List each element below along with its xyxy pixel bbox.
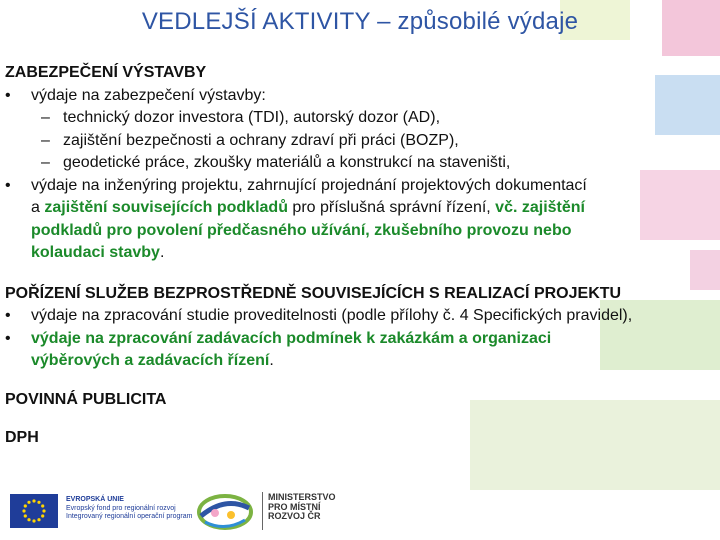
highlight-text: kolaudaci stavby bbox=[31, 244, 160, 261]
highlight-text: výběrových a zadávacích řízení bbox=[31, 352, 270, 369]
section-heading-publicita: POVINNÁ PUBLICITA bbox=[5, 390, 167, 408]
sub-list-item bbox=[5, 152, 717, 175]
item-text: . bbox=[159, 244, 165, 261]
list-item bbox=[5, 85, 717, 108]
sub-list-item bbox=[5, 130, 717, 153]
list-item bbox=[5, 328, 717, 351]
slide-content bbox=[5, 62, 717, 450]
ministry-line: ROZVOJ ČR bbox=[268, 511, 321, 521]
highlight-text: zajištění souvisejících podkladů bbox=[44, 199, 288, 216]
divider bbox=[262, 492, 263, 530]
eu-flag-icon bbox=[10, 494, 58, 528]
item-text: geodetické práce, zkoušky materiálů a konstrukcí na staveništi, bbox=[63, 154, 511, 171]
item-text: výdaje na inženýring projektu, zahrnující projednání projektových dokumentací bbox=[31, 176, 587, 194]
list-item bbox=[5, 305, 717, 328]
item-text: výdaje na zabezpečení výstavby: bbox=[31, 86, 266, 104]
bullet: • bbox=[5, 86, 11, 104]
item-text: pro příslušná správní řízení, bbox=[287, 199, 496, 216]
item-text: a bbox=[31, 199, 45, 216]
eu-line: Integrovaný regionální operační program bbox=[66, 513, 193, 520]
eu-line: EVROPSKÁ UNIE bbox=[66, 496, 124, 503]
slide-title: VEDLEJŠÍ AKTIVITY – způsobilé výdaje bbox=[141, 8, 579, 35]
section-heading-sluzby: POŘÍZENÍ SLUŽEB BEZPROSTŘEDNĚ SOUVISEJÍCÍCH S REALIZACÍ PROJEKTU bbox=[5, 284, 622, 302]
item-text: zajištění bezpečnosti a ochrany zdraví při práci (BOZP), bbox=[63, 131, 459, 149]
bullet: • bbox=[5, 176, 11, 194]
ministry-logo-text bbox=[268, 493, 336, 522]
highlight-text: výdaje na zpracování zadávacích podmínek k zakázkám a organizaci bbox=[31, 329, 552, 347]
highlight-text: vč. zajištění bbox=[495, 199, 585, 216]
bullet: • bbox=[5, 307, 11, 324]
list-item-continuation bbox=[5, 242, 717, 265]
list-item-continuation bbox=[5, 350, 717, 373]
dash: – bbox=[41, 109, 50, 126]
list-item-continuation bbox=[5, 220, 717, 243]
dash: – bbox=[41, 131, 50, 149]
item-text: technický dozor investora (TDI), autorský dozor (AD), bbox=[63, 109, 441, 126]
eu-line: Evropský fond pro regionální rozvoj bbox=[66, 504, 176, 512]
list-item-continuation bbox=[5, 197, 717, 220]
ministry-line: PRO MÍSTNÍ bbox=[268, 501, 321, 512]
ministry-line: MINISTERSTVO bbox=[268, 492, 336, 502]
list-item bbox=[5, 175, 717, 198]
eu-logo-text bbox=[66, 496, 192, 522]
highlight-text: podkladů pro povolení předčasného užívání, zkušebního provozu nebo bbox=[31, 221, 572, 239]
dash: – bbox=[41, 154, 50, 171]
section-heading-zabezpeceni: ZABEZPEČENÍ VÝSTAVBY bbox=[5, 64, 207, 81]
sub-list-item bbox=[5, 107, 717, 130]
section-heading-dph: DPH bbox=[5, 429, 39, 446]
item-text: . bbox=[269, 352, 274, 369]
regional-program-logo-icon bbox=[195, 492, 255, 530]
bullet: • bbox=[5, 329, 11, 347]
item-text: výdaje na zpracování studie proveditelnosti (podle přílohy č. 4 Specifických pravidel), bbox=[31, 307, 633, 324]
